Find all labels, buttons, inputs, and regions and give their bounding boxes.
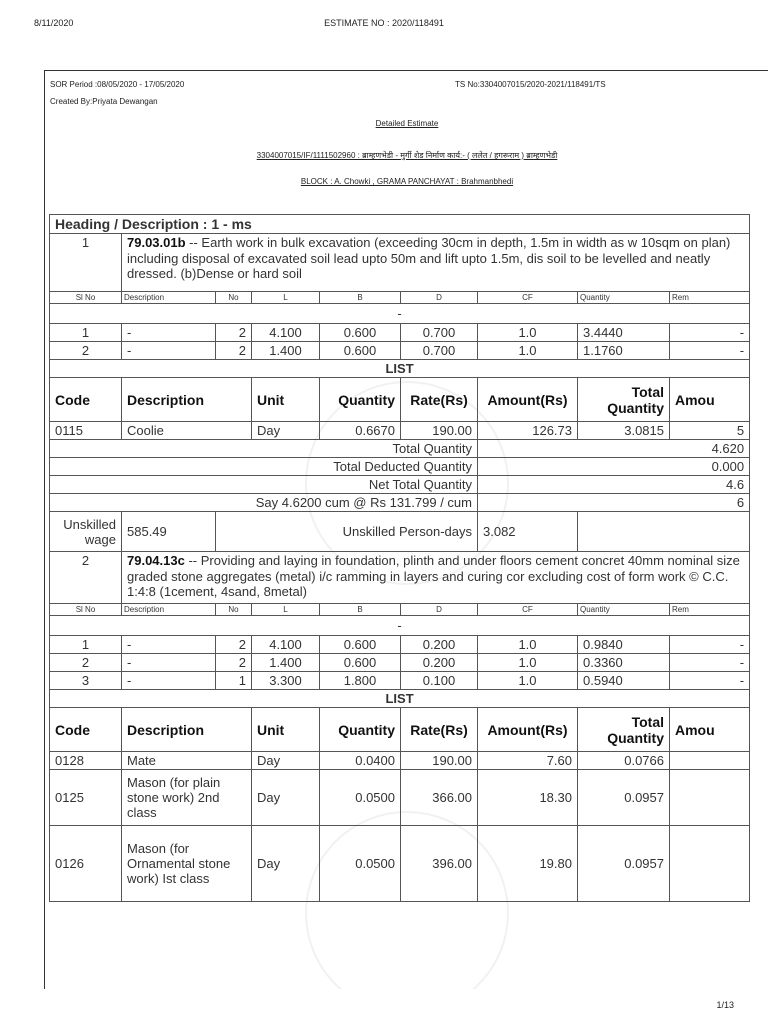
- cell-unit: Day: [252, 422, 320, 440]
- created-by: Created By:Priyata Dewangan: [50, 97, 158, 106]
- item-description: [122, 552, 750, 604]
- cell-no: 2: [216, 636, 252, 654]
- col-cf: CF: [478, 292, 578, 304]
- col-amount-2: Amou: [670, 378, 750, 422]
- list-row: [50, 826, 750, 902]
- cell-cf: 1.0: [478, 636, 578, 654]
- cell-amount: 19.80: [478, 826, 578, 902]
- cell-sl: 1: [50, 636, 122, 654]
- col-rate: Rate(Rs): [401, 708, 478, 752]
- col-sl-no: Sl No: [50, 604, 122, 616]
- cell-no: 1: [216, 672, 252, 690]
- item-text: -- Providing and laying in foundation, plinth and under floors cement concret 40mm nominal size graded stone aggregates (metal) i/c ramming in layers and curing cor excluding cost of form work © C.C. 1:4:8 (1cement, 4sand, 8metal): [127, 553, 740, 599]
- detailed-estimate-title: Detailed Estimate: [375, 119, 439, 128]
- list-header: [50, 378, 750, 422]
- heading-description: Heading / Description : 1 - ms: [50, 215, 750, 234]
- sor-period: SOR Period :08/05/2020 - 17/05/2020: [50, 80, 185, 89]
- item-code: 79.03.01b: [127, 235, 186, 250]
- cell-qty: 0.6670: [320, 422, 401, 440]
- unskilled-wage-row: [50, 512, 750, 552]
- cell-total-qty: 0.0957: [578, 826, 670, 902]
- measurement-row: [50, 672, 750, 690]
- cell-amount-2: 5: [670, 422, 750, 440]
- cell-unit: Day: [252, 770, 320, 826]
- say-row: [50, 494, 750, 512]
- col-d: D: [401, 292, 478, 304]
- cell-b: 0.600: [320, 324, 401, 342]
- cell-code: 0126: [50, 826, 122, 902]
- cell-l: 4.100: [252, 324, 320, 342]
- list-row: [50, 770, 750, 826]
- print-date: 8/11/2020: [34, 18, 74, 28]
- cell-rate: 396.00: [401, 826, 478, 902]
- list-title-row: [50, 360, 750, 378]
- col-code: Code: [50, 378, 122, 422]
- cell-no: 2: [216, 324, 252, 342]
- cell-rem: -: [670, 342, 750, 360]
- col-total-quantity: Total Quantity: [578, 708, 670, 752]
- cell-amount-2: [670, 826, 750, 902]
- measurement-row: [50, 636, 750, 654]
- cell-cf: 1.0: [478, 654, 578, 672]
- dash-cell: -: [50, 304, 750, 324]
- cell-l: 3.300: [252, 672, 320, 690]
- cell-d: 0.700: [401, 342, 478, 360]
- total-deducted-value: 0.000: [478, 458, 750, 476]
- col-b: B: [320, 292, 401, 304]
- cell-desc: Mate: [122, 752, 252, 770]
- work-line: 3304007015/IF/1111502960 : ब्राम्हणभेडी - मुर्गी शेड निर्माण कार्य:- ( ललेत / हगरूराम ) ब्राम्हणभेडी: [256, 151, 558, 160]
- net-total-value: 4.6: [478, 476, 750, 494]
- col-remarks: Rem: [670, 292, 750, 304]
- cell-rem: -: [670, 654, 750, 672]
- cell-cf: 1.0: [478, 672, 578, 690]
- cell-desc: Mason (for Ornamental stone work) Ist class: [122, 826, 252, 902]
- cell-desc: -: [122, 636, 216, 654]
- cell-qty: 3.4440: [578, 324, 670, 342]
- measurement-dash-row: [50, 304, 750, 324]
- cell-amount-2: [670, 752, 750, 770]
- cell-l: 1.400: [252, 654, 320, 672]
- cell-desc: -: [122, 672, 216, 690]
- cell-desc: Coolie: [122, 422, 252, 440]
- cell-qty: 0.0500: [320, 770, 401, 826]
- cell-code: 0115: [50, 422, 122, 440]
- col-amount: Amount(Rs): [478, 708, 578, 752]
- cell-sl: 3: [50, 672, 122, 690]
- cell-desc: -: [122, 342, 216, 360]
- cell-unit: Day: [252, 752, 320, 770]
- col-description: Description: [122, 378, 252, 422]
- col-l: L: [252, 292, 320, 304]
- unskilled-wage-label: Unskilled wage: [50, 512, 122, 552]
- cell-cf: 1.0: [478, 342, 578, 360]
- col-b: B: [320, 604, 401, 616]
- measurement-header: [50, 292, 750, 304]
- col-total-quantity: Total Quantity: [578, 378, 670, 422]
- cell-rem: -: [670, 636, 750, 654]
- col-sl-no: Sl No: [50, 292, 122, 304]
- col-description: Description: [122, 604, 216, 616]
- block-line: BLOCK : A. Chowki , GRAMA PANCHAYAT : Brahmanbhedi: [300, 177, 514, 186]
- cell-total-qty: 3.0815: [578, 422, 670, 440]
- cell-amount-2: [670, 770, 750, 826]
- cell-d: 0.200: [401, 636, 478, 654]
- cell-rem: -: [670, 324, 750, 342]
- cell-rate: 366.00: [401, 770, 478, 826]
- measurement-row: [50, 324, 750, 342]
- measurement-header: [50, 604, 750, 616]
- cell-b: 0.600: [320, 342, 401, 360]
- empty-cell: [578, 512, 750, 552]
- total-deducted-label: Total Deducted Quantity: [50, 458, 478, 476]
- list-title-row: [50, 690, 750, 708]
- cell-qty: 0.3360: [578, 654, 670, 672]
- col-cf: CF: [478, 604, 578, 616]
- cell-amount: 18.30: [478, 770, 578, 826]
- col-unit: Unit: [252, 708, 320, 752]
- cell-rate: 190.00: [401, 422, 478, 440]
- cell-total-qty: 0.0766: [578, 752, 670, 770]
- cell-b: 0.600: [320, 654, 401, 672]
- col-quantity: Quantity: [578, 604, 670, 616]
- item-number: 1: [50, 234, 122, 292]
- cell-code: 0125: [50, 770, 122, 826]
- cell-no: 2: [216, 654, 252, 672]
- list-row: [50, 422, 750, 440]
- dash-cell: -: [50, 616, 750, 636]
- ts-number: TS No:3304007015/2020-2021/118491/TS: [455, 80, 606, 89]
- say-line: Say 4.6200 cum @ Rs 131.799 / cum: [50, 494, 478, 512]
- say-value: 6: [478, 494, 750, 512]
- col-unit: Unit: [252, 378, 320, 422]
- col-no: No: [216, 604, 252, 616]
- col-quantity: Quantity: [578, 292, 670, 304]
- person-days-label: Unskilled Person-days: [216, 512, 478, 552]
- cell-qty: 0.0500: [320, 826, 401, 902]
- col-l: L: [252, 604, 320, 616]
- person-days-value: 3.082: [478, 512, 578, 552]
- item-description: [122, 234, 750, 292]
- measurement-row: [50, 342, 750, 360]
- col-amount: Amount(Rs): [478, 378, 578, 422]
- col-amount-2: Amou: [670, 708, 750, 752]
- item-row: [50, 234, 750, 292]
- col-code: Code: [50, 708, 122, 752]
- heading-row: [50, 215, 750, 234]
- cell-d: 0.700: [401, 324, 478, 342]
- col-description: Description: [122, 292, 216, 304]
- col-remarks: Rem: [670, 604, 750, 616]
- col-quantity: Quantity: [320, 708, 401, 752]
- total-quantity-value: 4.620: [478, 440, 750, 458]
- cell-unit: Day: [252, 826, 320, 902]
- cell-desc: -: [122, 324, 216, 342]
- net-total-label: Net Total Quantity: [50, 476, 478, 494]
- list-title: LIST: [50, 360, 750, 378]
- cell-desc: -: [122, 654, 216, 672]
- col-no: No: [216, 292, 252, 304]
- cell-code: 0128: [50, 752, 122, 770]
- list-title: LIST: [50, 690, 750, 708]
- cell-no: 2: [216, 342, 252, 360]
- cell-qty: 1.1760: [578, 342, 670, 360]
- cell-b: 1.800: [320, 672, 401, 690]
- cell-sl: 1: [50, 324, 122, 342]
- measurement-dash-row: [50, 616, 750, 636]
- item-code: 79.04.13c: [127, 553, 185, 568]
- cell-total-qty: 0.0957: [578, 770, 670, 826]
- cell-sl: 2: [50, 342, 122, 360]
- cell-desc: Mason (for plain stone work) 2nd class: [122, 770, 252, 826]
- cell-cf: 1.0: [478, 324, 578, 342]
- unskilled-wage-value: 585.49: [122, 512, 216, 552]
- measurement-row: [50, 654, 750, 672]
- estimate-frame: [44, 70, 768, 989]
- cell-sl: 2: [50, 654, 122, 672]
- page-number: 1/13: [716, 1000, 734, 1010]
- total-quantity-row: [50, 440, 750, 458]
- net-total-row: [50, 476, 750, 494]
- cell-l: 1.400: [252, 342, 320, 360]
- col-description: Description: [122, 708, 252, 752]
- cell-b: 0.600: [320, 636, 401, 654]
- cell-rem: -: [670, 672, 750, 690]
- cell-qty: 0.5940: [578, 672, 670, 690]
- cell-d: 0.200: [401, 654, 478, 672]
- item-text: -- Earth work in bulk excavation (exceeding 30cm in depth, 1.5m in width as w 10sqm on plan) including disposal of excavated soil lead upto 50m and lift upto 1.5m, dis soil to be levelled and neatly dressed. (b)Dense or hard soil: [127, 235, 731, 281]
- cell-qty: 0.0400: [320, 752, 401, 770]
- list-row: [50, 752, 750, 770]
- cell-qty: 0.9840: [578, 636, 670, 654]
- cell-d: 0.100: [401, 672, 478, 690]
- estimate-number: ESTIMATE NO : 2020/118491: [324, 18, 444, 28]
- estimate-table: [49, 214, 750, 902]
- item-row: [50, 552, 750, 604]
- cell-l: 4.100: [252, 636, 320, 654]
- cell-rate: 190.00: [401, 752, 478, 770]
- total-deducted-row: [50, 458, 750, 476]
- cell-amount: 7.60: [478, 752, 578, 770]
- col-quantity: Quantity: [320, 378, 401, 422]
- item-number: 2: [50, 552, 122, 604]
- total-quantity-label: Total Quantity: [50, 440, 478, 458]
- cell-amount: 126.73: [478, 422, 578, 440]
- list-header: [50, 708, 750, 752]
- col-d: D: [401, 604, 478, 616]
- col-rate: Rate(Rs): [401, 378, 478, 422]
